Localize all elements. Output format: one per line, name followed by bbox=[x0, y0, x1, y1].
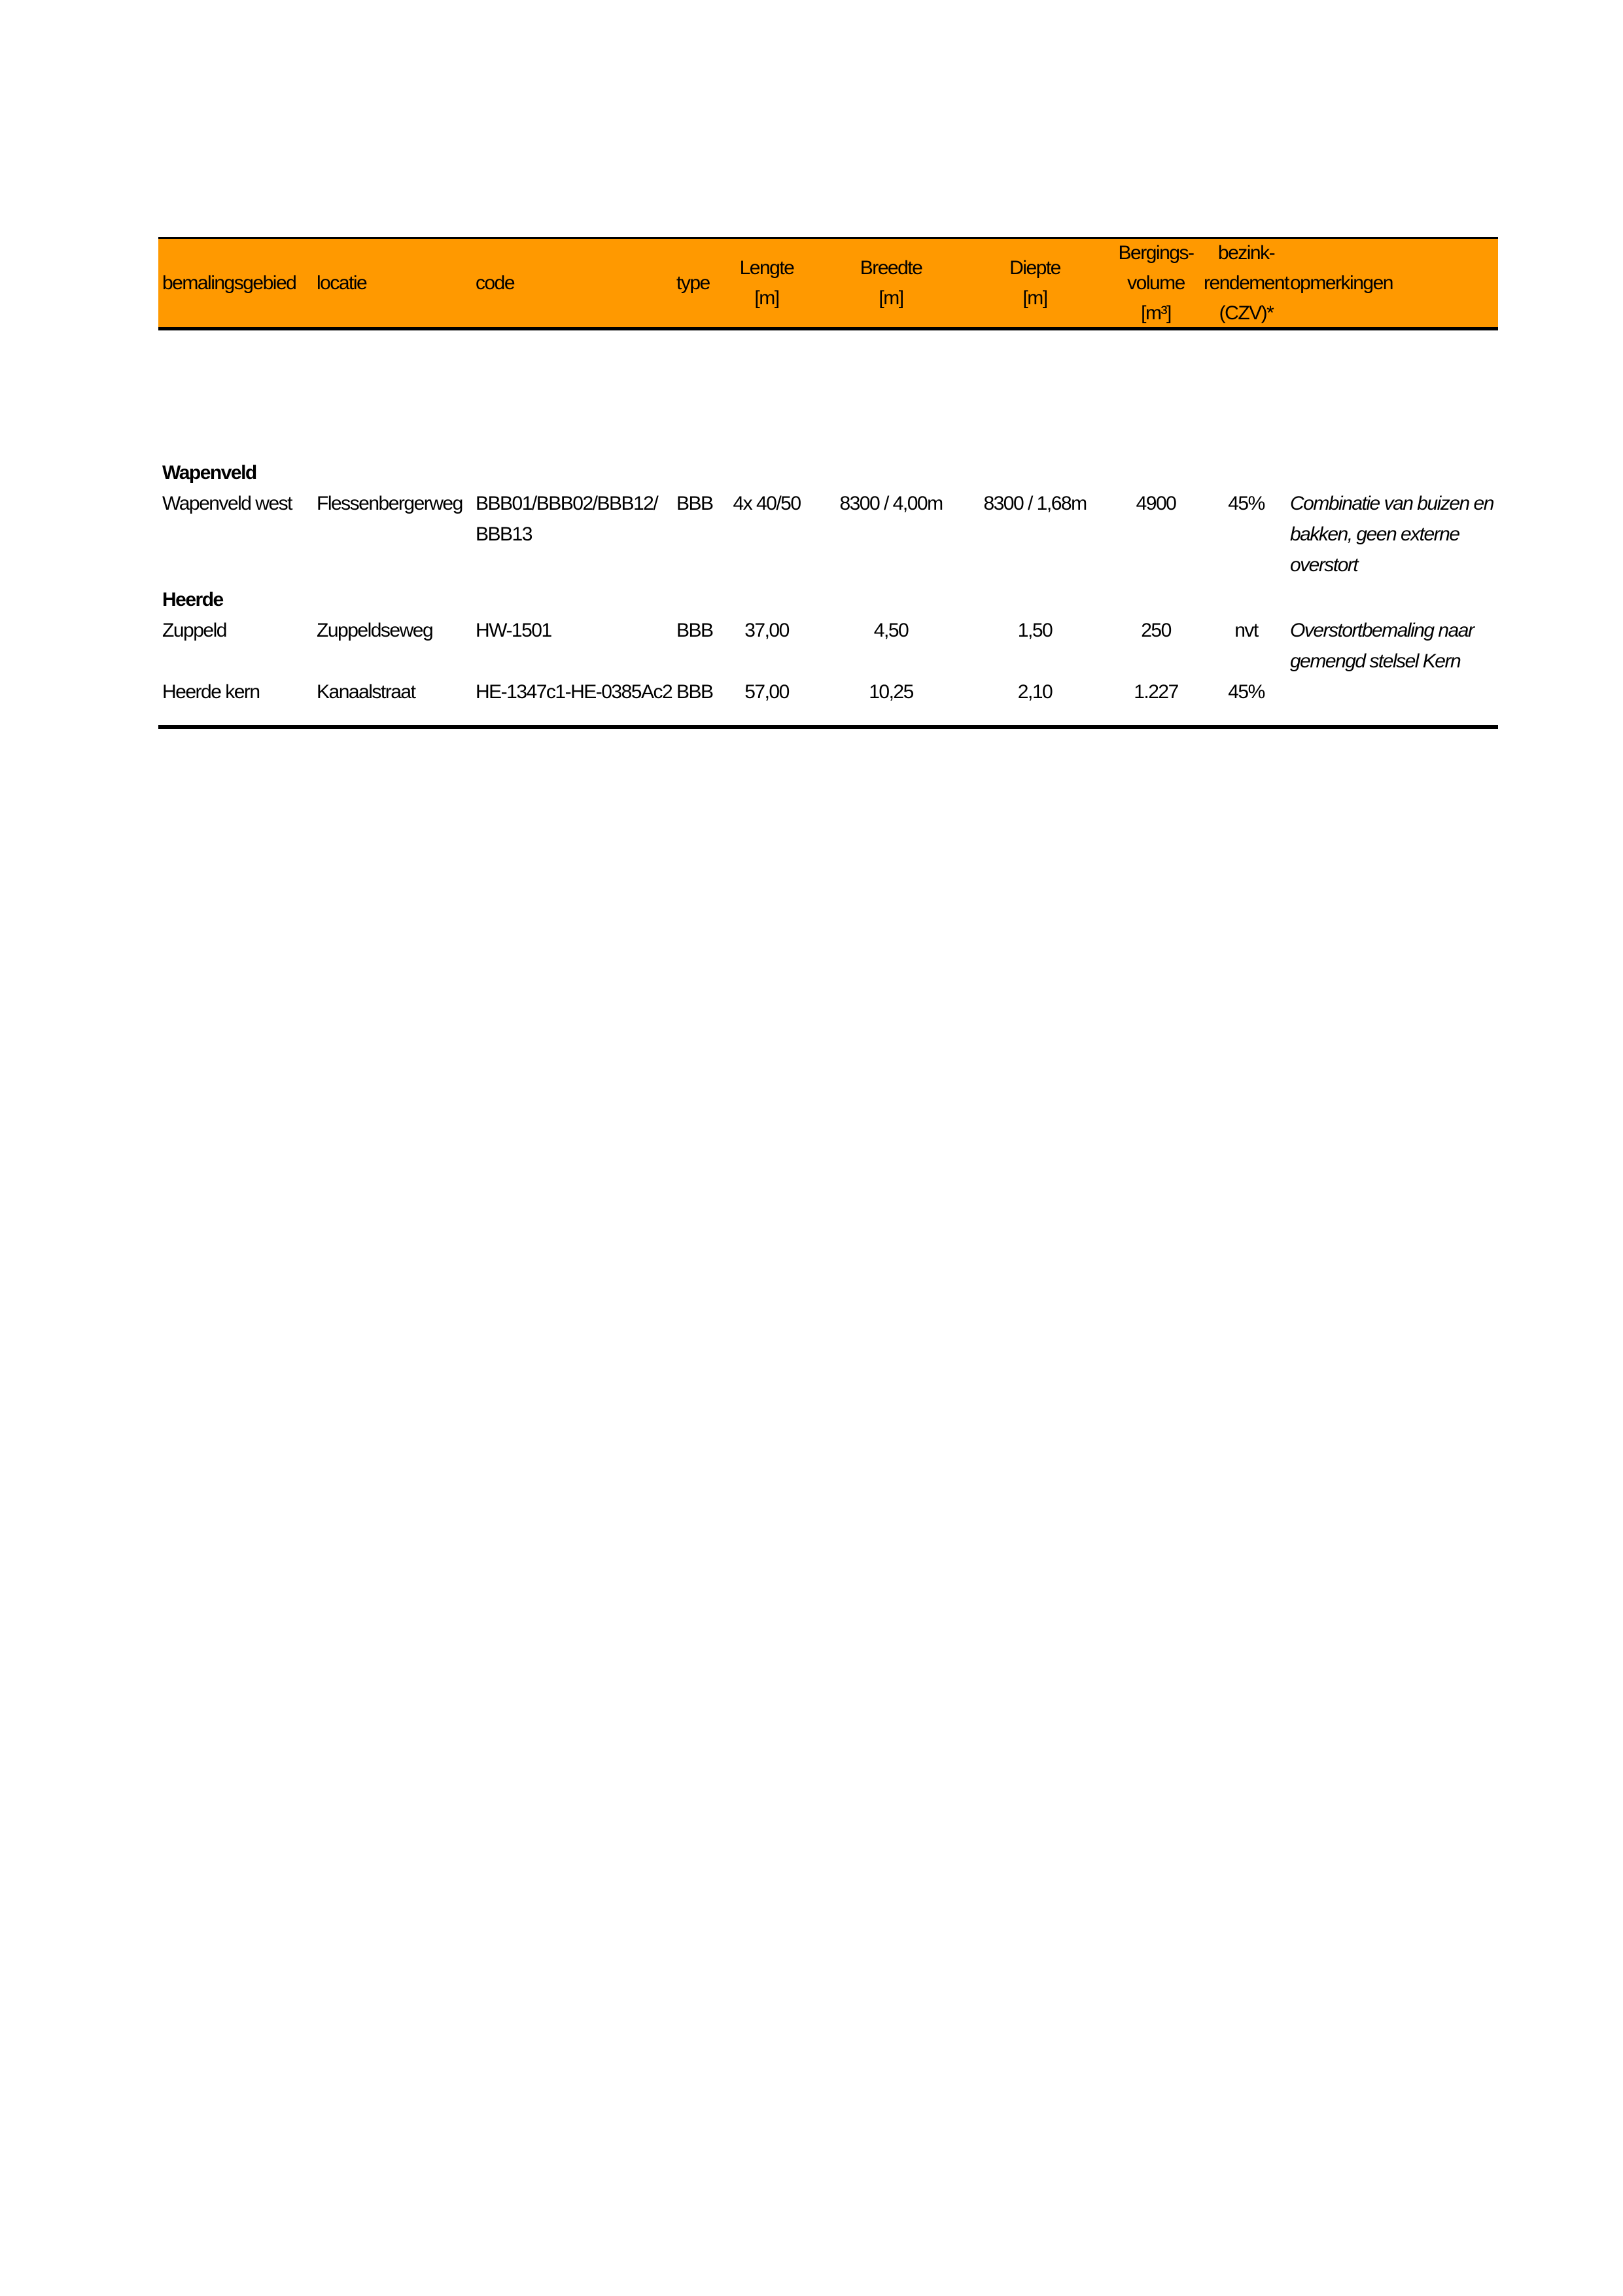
table-header bbox=[158, 237, 1498, 330]
cell-code: BBB01/BBB02/BBB12/ BBB13 bbox=[476, 493, 658, 545]
cell-bemalingsgebied: Heerde kern bbox=[162, 681, 260, 703]
cell-bergingsvolume: 250 bbox=[1141, 620, 1171, 641]
header-diepte: Diepte [m] bbox=[1009, 256, 1060, 309]
cell-opmerkingen: Overstortbemaling naar gemengd stelsel Kern bbox=[1290, 620, 1474, 672]
cell-type: BBB bbox=[676, 681, 713, 703]
cell-diepte: 1,50 bbox=[1017, 620, 1053, 641]
cell-bergingsvolume: 4900 bbox=[1136, 493, 1176, 514]
cell-type: BBB bbox=[676, 620, 713, 641]
cell-breedte: 4,50 bbox=[873, 620, 909, 641]
header-bergingsvolume: Bergings- volume [m³] bbox=[1118, 241, 1194, 324]
group-title: Wapenveld bbox=[162, 462, 256, 484]
cell-type: BBB bbox=[676, 493, 713, 514]
cell-bezinkrendement: nvt bbox=[1234, 620, 1258, 641]
cell-opmerkingen: Combinatie van buizen en bakken, geen externe overstort bbox=[1290, 493, 1493, 576]
cell-bergingsvolume: 1.227 bbox=[1134, 681, 1178, 703]
cell-bemalingsgebied: Wapenveld west bbox=[162, 493, 292, 514]
cell-code: HW-1501 bbox=[476, 620, 551, 641]
cell-lengte: 57,00 bbox=[744, 681, 789, 703]
cell-code: HE-1347c1-HE-0385Ac2 bbox=[476, 681, 672, 703]
header-code: code bbox=[476, 272, 515, 294]
cell-diepte: 2,10 bbox=[1017, 681, 1053, 703]
cell-lengte: 37,00 bbox=[744, 620, 789, 641]
table-bottom-rule bbox=[158, 725, 1498, 729]
header-type: type bbox=[676, 272, 710, 294]
table-body bbox=[158, 330, 1498, 703]
cell-bezinkrendement: 45% bbox=[1228, 681, 1265, 703]
header-locatie: locatie bbox=[317, 272, 367, 294]
cell-locatie: Kanaalstraat bbox=[317, 681, 415, 703]
cell-diepte: 8300 / 1,68m bbox=[983, 493, 1087, 514]
header-opmerkingen: opmerkingen bbox=[1290, 272, 1393, 294]
cell-lengte: 4x 40/50 bbox=[733, 493, 801, 514]
cell-locatie: Flessenbergerweg bbox=[317, 493, 462, 514]
cell-locatie: Zuppeldseweg bbox=[317, 620, 433, 641]
header-bezinkrendement: bezink- rendement (CZV)* bbox=[1204, 241, 1289, 324]
cell-breedte: 10,25 bbox=[869, 681, 913, 703]
header-lengte: Lengte [m] bbox=[739, 256, 794, 309]
cell-bemalingsgebied: Zuppeld bbox=[162, 620, 226, 641]
cell-breedte: 8300 / 4,00m bbox=[839, 493, 943, 514]
header-breedte: Breedte [m] bbox=[860, 256, 922, 309]
group-title: Heerde bbox=[162, 589, 223, 610]
header-bemalingsgebied: bemalingsgebied bbox=[162, 272, 296, 294]
pumping-station-table bbox=[158, 237, 1498, 703]
cell-bezinkrendement: 45% bbox=[1228, 493, 1265, 514]
